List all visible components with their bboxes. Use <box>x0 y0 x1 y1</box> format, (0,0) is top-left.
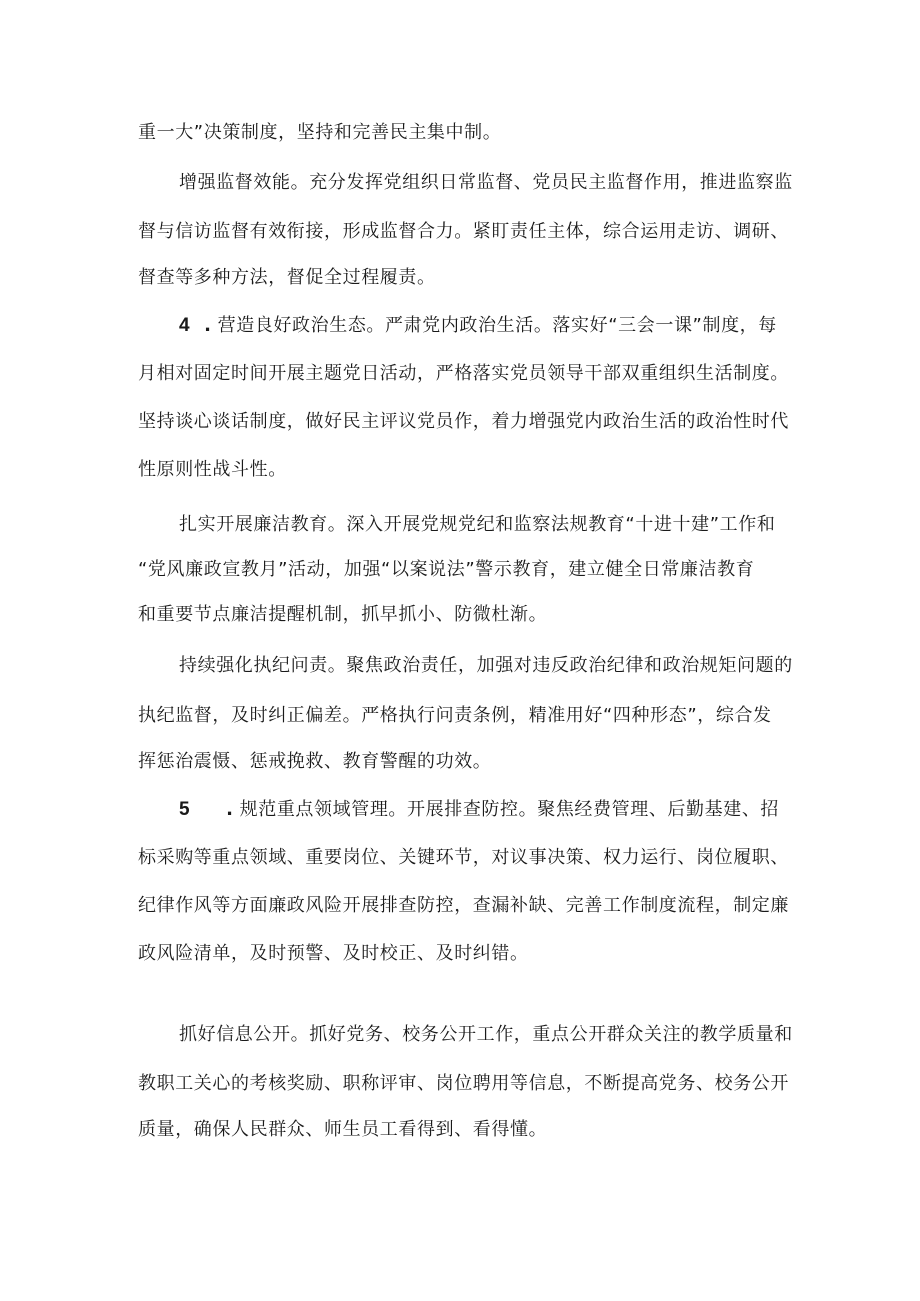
text-line: 营造良好政治生态。严肃党内政治生活。落实好“三会一课”制度，每 <box>217 315 777 336</box>
numbered-paragraph-start <box>179 314 777 338</box>
text-line: 政风险清单，及时预警、及时校正、及时纠错。 <box>138 943 529 964</box>
text-line: “党风廉政宣教月”活动，加强“以案说法”警示教育，建立健全日常廉洁教育 <box>138 559 755 580</box>
text-line: 督与信访监督有效衔接，形成监督合力。紧盯责任主体，综合运用走访、调研、 <box>138 221 789 242</box>
text-line: 纪律作风等方面廉政风险开展排查防控，查漏补缺、完善工作制度流程，制定廉 <box>138 895 789 916</box>
paragraph-start-line: 增强监督效能。充分发挥党组织日常监督、党员民主监督作用，推进监察监 <box>179 172 793 193</box>
numbered-paragraph-start <box>179 798 779 822</box>
text-line: 性原则性战斗性。 <box>138 459 287 480</box>
list-dot: . <box>226 799 234 820</box>
text-line: 督查等多种方法，督促全过程履责。 <box>138 267 436 288</box>
text-line: 规范重点领域管理。开展排查防控。聚焦经费管理、后勤基建、招 <box>239 799 780 820</box>
list-number: 5 <box>179 799 191 820</box>
paragraph-start-line: 扎实开展廉洁教育。深入开展党规党纪和监察法规教育“十进十建”工作和 <box>179 514 776 535</box>
paragraph-start-line: 持续强化执纪问责。聚焦政治责任，加强对违反政治纪律和政治规矩问题的 <box>179 655 793 676</box>
text-line: 坚持谈心谈话制度，做好民主评议党员作，着力增强党内政治生活的政治性时代 <box>138 411 789 432</box>
text-line: 重一大”决策制度，坚持和完善民主集中制。 <box>138 122 502 143</box>
list-dot: . <box>204 315 212 336</box>
text-line: 月相对固定时间开展主题党日活动，严格落实党员领导干部双重组织生活制度。 <box>138 363 789 384</box>
text-line: 执纪监督，及时纠正偏差。严格执行问责条例，精准用好“四种形态”，综合发 <box>138 705 772 726</box>
text-line: 教职工关心的考核奖励、职称评审、岗位聘用等信息，不断提高党务、校务公开 <box>138 1073 789 1094</box>
text-line: 标采购等重点领域、重要岗位、关键环节，对议事决策、权力运行、岗位履职、 <box>138 847 789 868</box>
list-number: 4 <box>179 315 191 336</box>
text-line: 挥惩治震慑、惩戒挽救、教育警醒的功效。 <box>138 751 492 772</box>
paragraph-start-line: 抓好信息公开。抓好党务、校务公开工作，重点公开群众关注的教学质量和 <box>179 1024 793 1045</box>
text-line: 和重要节点廉洁提醒机制，抓早抓小、防微杜渐。 <box>138 604 548 625</box>
text-line: 质量，确保人民群众、师生员工看得到、看得懂。 <box>138 1119 548 1140</box>
